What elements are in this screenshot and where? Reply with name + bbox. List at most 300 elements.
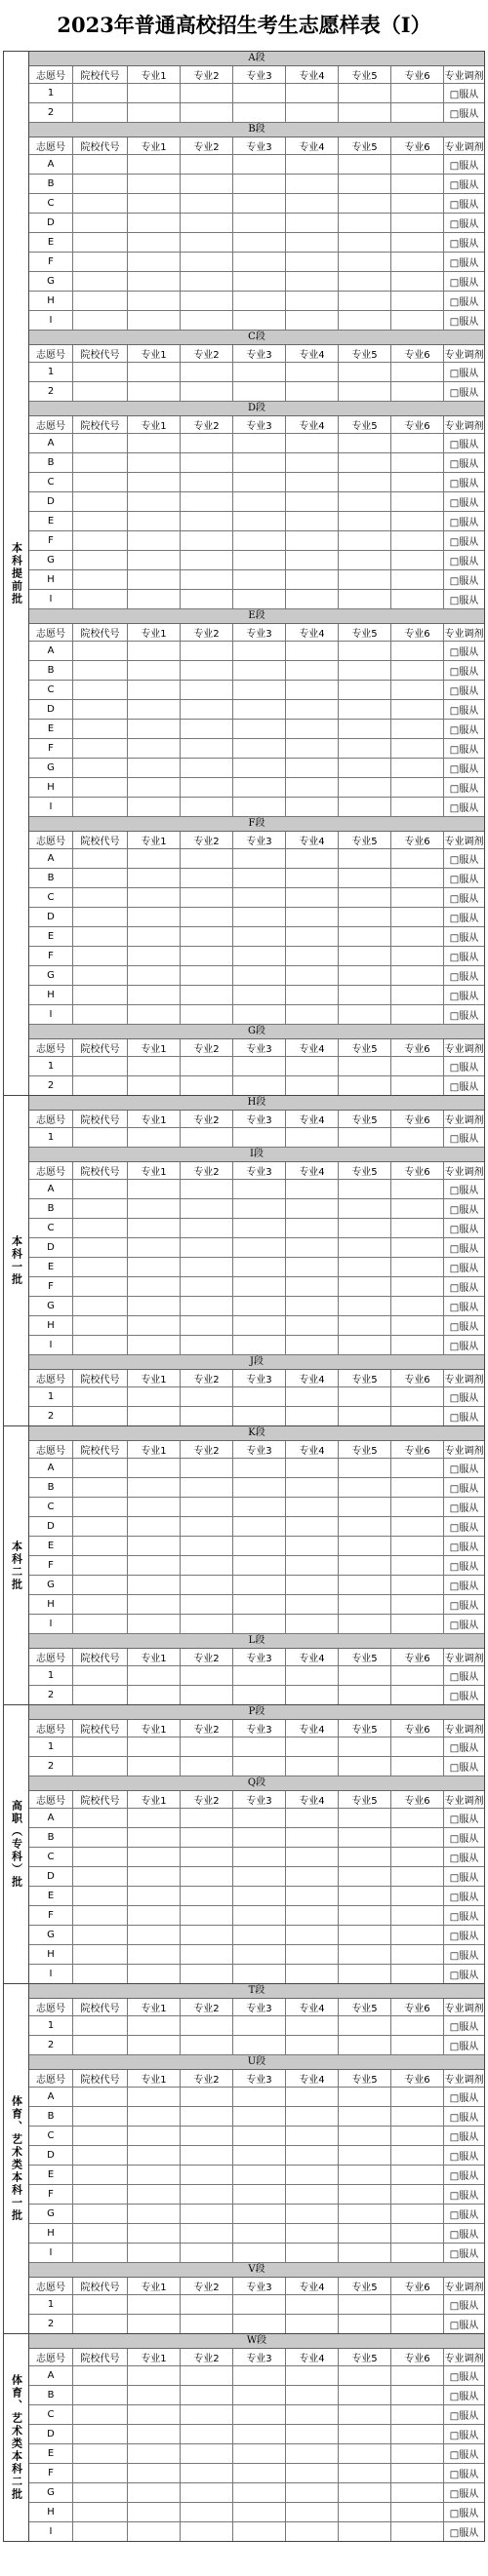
major-cell[interactable] <box>339 1199 391 1218</box>
major-cell[interactable] <box>181 798 233 816</box>
school-code-cell[interactable] <box>73 1076 128 1095</box>
major-cell[interactable] <box>233 194 286 213</box>
school-code-cell[interactable] <box>73 2127 128 2145</box>
major-cell[interactable] <box>233 2146 286 2165</box>
adjust-obey-checkbox[interactable]: □服从 <box>449 2470 479 2480</box>
major-cell[interactable] <box>391 2366 444 2385</box>
major-cell[interactable] <box>286 1595 339 1614</box>
major-cell[interactable] <box>181 382 233 401</box>
school-code-cell[interactable] <box>73 1219 128 1237</box>
major-cell[interactable] <box>233 570 286 589</box>
major-cell[interactable] <box>233 1238 286 1257</box>
major-cell[interactable] <box>391 84 444 102</box>
major-cell[interactable] <box>286 292 339 310</box>
adjust-obey-checkbox[interactable]: □服从 <box>449 297 479 308</box>
adjust-obey-checkbox[interactable]: □服从 <box>449 1743 479 1754</box>
adjust-obey-checkbox[interactable]: □服从 <box>449 2022 479 2033</box>
school-code-cell[interactable] <box>73 661 128 680</box>
major-cell[interactable] <box>339 700 391 719</box>
major-cell[interactable] <box>286 849 339 868</box>
major-cell[interactable] <box>128 1686 181 1704</box>
major-cell[interactable] <box>339 1537 391 1555</box>
school-code-cell[interactable] <box>73 2315 128 2333</box>
major-cell[interactable] <box>286 986 339 1004</box>
major-cell[interactable] <box>391 194 444 213</box>
major-cell[interactable] <box>181 1407 233 1425</box>
adjust-obey-checkbox[interactable]: □服从 <box>449 875 479 885</box>
major-cell[interactable] <box>286 2295 339 2314</box>
major-cell[interactable] <box>181 849 233 868</box>
school-code-cell[interactable] <box>73 2146 128 2165</box>
major-cell[interactable] <box>339 1517 391 1536</box>
adjust-obey-checkbox[interactable]: □服从 <box>449 953 479 963</box>
school-code-cell[interactable] <box>73 1180 128 1198</box>
school-code-cell[interactable] <box>73 1666 128 1685</box>
major-cell[interactable] <box>233 1848 286 1866</box>
school-code-cell[interactable] <box>73 1537 128 1555</box>
major-cell[interactable] <box>339 1666 391 1685</box>
major-cell[interactable] <box>391 1537 444 1555</box>
major-cell[interactable] <box>391 1867 444 1886</box>
major-cell[interactable] <box>128 194 181 213</box>
adjust-obey-checkbox[interactable]: □服从 <box>449 803 479 814</box>
major-cell[interactable] <box>233 2464 286 2482</box>
major-cell[interactable] <box>233 642 286 660</box>
school-code-cell[interactable] <box>73 434 128 452</box>
major-cell[interactable] <box>233 1809 286 1827</box>
major-cell[interactable] <box>233 1076 286 1095</box>
major-cell[interactable] <box>181 1005 233 1024</box>
major-cell[interactable] <box>339 1595 391 1614</box>
major-cell[interactable] <box>128 512 181 530</box>
major-cell[interactable] <box>128 681 181 699</box>
adjust-obey-checkbox[interactable]: □服从 <box>449 1912 479 1923</box>
major-cell[interactable] <box>339 1498 391 1516</box>
school-code-cell[interactable] <box>73 214 128 232</box>
school-code-cell[interactable] <box>73 759 128 777</box>
major-cell[interactable] <box>128 849 181 868</box>
major-cell[interactable] <box>128 1556 181 1575</box>
major-cell[interactable] <box>339 1828 391 1847</box>
major-cell[interactable] <box>181 1517 233 1536</box>
major-cell[interactable] <box>286 739 339 758</box>
major-cell[interactable] <box>391 2205 444 2223</box>
adjust-obey-checkbox[interactable]: □服从 <box>449 479 479 489</box>
major-cell[interactable] <box>286 272 339 291</box>
major-cell[interactable] <box>128 590 181 608</box>
major-cell[interactable] <box>339 2107 391 2126</box>
school-code-cell[interactable] <box>73 1615 128 1633</box>
major-cell[interactable] <box>391 2016 444 2035</box>
major-cell[interactable] <box>128 2444 181 2463</box>
major-cell[interactable] <box>391 1076 444 1095</box>
major-cell[interactable] <box>181 233 233 252</box>
school-code-cell[interactable] <box>73 2185 128 2204</box>
major-cell[interactable] <box>286 492 339 511</box>
major-cell[interactable] <box>233 2522 286 2541</box>
major-cell[interactable] <box>286 363 339 381</box>
major-cell[interactable] <box>128 700 181 719</box>
major-cell[interactable] <box>233 1478 286 1497</box>
major-cell[interactable] <box>233 700 286 719</box>
school-code-cell[interactable] <box>73 551 128 569</box>
major-cell[interactable] <box>286 2166 339 2184</box>
major-cell[interactable] <box>339 492 391 511</box>
major-cell[interactable] <box>339 798 391 816</box>
school-code-cell[interactable] <box>73 155 128 174</box>
adjust-obey-checkbox[interactable]: □服从 <box>449 2093 479 2104</box>
major-cell[interactable] <box>128 2522 181 2541</box>
major-cell[interactable] <box>391 642 444 660</box>
major-cell[interactable] <box>391 1498 444 1516</box>
school-code-cell[interactable] <box>73 2107 128 2126</box>
major-cell[interactable] <box>181 2295 233 2314</box>
major-cell[interactable] <box>128 2185 181 2204</box>
adjust-obey-checkbox[interactable]: □服从 <box>449 1413 479 1424</box>
major-cell[interactable] <box>286 2522 339 2541</box>
major-cell[interactable] <box>181 700 233 719</box>
adjust-obey-checkbox[interactable]: □服从 <box>449 1503 479 1514</box>
adjust-obey-checkbox[interactable]: □服从 <box>449 388 479 399</box>
major-cell[interactable] <box>339 1005 391 1024</box>
major-cell[interactable] <box>391 2483 444 2502</box>
major-cell[interactable] <box>339 214 391 232</box>
major-cell[interactable] <box>128 1498 181 1516</box>
major-cell[interactable] <box>233 1576 286 1594</box>
major-cell[interactable] <box>181 1258 233 1276</box>
major-cell[interactable] <box>286 253 339 271</box>
major-cell[interactable] <box>128 1615 181 1633</box>
major-cell[interactable] <box>286 1258 339 1276</box>
school-code-cell[interactable] <box>73 311 128 330</box>
major-cell[interactable] <box>181 1459 233 1477</box>
major-cell[interactable] <box>128 1666 181 1685</box>
adjust-obey-checkbox[interactable]: □服从 <box>449 933 479 944</box>
major-cell[interactable] <box>233 1387 286 1406</box>
major-cell[interactable] <box>391 869 444 887</box>
major-cell[interactable] <box>286 2503 339 2521</box>
major-cell[interactable] <box>128 2295 181 2314</box>
adjust-obey-checkbox[interactable]: □服从 <box>449 2191 479 2202</box>
major-cell[interactable] <box>233 1258 286 1276</box>
school-code-cell[interactable] <box>73 2244 128 2262</box>
major-cell[interactable] <box>391 2036 444 2054</box>
major-cell[interactable] <box>391 551 444 569</box>
major-cell[interactable] <box>391 2244 444 2262</box>
major-cell[interactable] <box>391 103 444 122</box>
major-cell[interactable] <box>286 1666 339 1685</box>
adjust-obey-checkbox[interactable]: □服从 <box>449 557 479 567</box>
major-cell[interactable] <box>286 453 339 472</box>
major-cell[interactable] <box>339 2016 391 2035</box>
major-cell[interactable] <box>391 1277 444 1296</box>
major-cell[interactable] <box>286 888 339 907</box>
major-cell[interactable] <box>181 1809 233 1827</box>
major-cell[interactable] <box>286 2366 339 2385</box>
major-cell[interactable] <box>391 1316 444 1335</box>
major-cell[interactable] <box>128 253 181 271</box>
adjust-obey-checkbox[interactable]: □服从 <box>449 1562 479 1573</box>
school-code-cell[interactable] <box>73 642 128 660</box>
major-cell[interactable] <box>391 1926 444 1944</box>
major-cell[interactable] <box>128 869 181 887</box>
major-cell[interactable] <box>128 2016 181 2035</box>
major-cell[interactable] <box>339 759 391 777</box>
major-cell[interactable] <box>128 1926 181 1944</box>
major-cell[interactable] <box>339 434 391 452</box>
major-cell[interactable] <box>233 1757 286 1776</box>
major-cell[interactable] <box>286 1517 339 1536</box>
major-cell[interactable] <box>233 214 286 232</box>
major-cell[interactable] <box>391 253 444 271</box>
major-cell[interactable] <box>391 1517 444 1536</box>
major-cell[interactable] <box>286 1128 339 1147</box>
major-cell[interactable] <box>128 1076 181 1095</box>
major-cell[interactable] <box>181 2386 233 2404</box>
major-cell[interactable] <box>128 966 181 985</box>
school-code-cell[interactable] <box>73 570 128 589</box>
major-cell[interactable] <box>286 155 339 174</box>
adjust-obey-checkbox[interactable]: □服从 <box>449 1225 479 1235</box>
major-cell[interactable] <box>286 1926 339 1944</box>
school-code-cell[interactable] <box>73 2036 128 2054</box>
major-cell[interactable] <box>286 531 339 550</box>
school-code-cell[interactable] <box>73 1848 128 1866</box>
major-cell[interactable] <box>181 292 233 310</box>
major-cell[interactable] <box>391 492 444 511</box>
major-cell[interactable] <box>339 1556 391 1575</box>
major-cell[interactable] <box>339 2127 391 2145</box>
major-cell[interactable] <box>391 1737 444 1756</box>
major-cell[interactable] <box>128 1277 181 1296</box>
major-cell[interactable] <box>286 1238 339 1257</box>
school-code-cell[interactable] <box>73 1867 128 1886</box>
major-cell[interactable] <box>391 1556 444 1575</box>
major-cell[interactable] <box>233 986 286 1004</box>
school-code-cell[interactable] <box>73 1336 128 1354</box>
major-cell[interactable] <box>233 84 286 102</box>
major-cell[interactable] <box>339 272 391 291</box>
major-cell[interactable] <box>339 2386 391 2404</box>
major-cell[interactable] <box>128 272 181 291</box>
major-cell[interactable] <box>391 2146 444 2165</box>
major-cell[interactable] <box>128 2205 181 2223</box>
major-cell[interactable] <box>233 888 286 907</box>
major-cell[interactable] <box>286 1887 339 1905</box>
major-cell[interactable] <box>286 2224 339 2243</box>
adjust-obey-checkbox[interactable]: □服从 <box>449 2249 479 2260</box>
major-cell[interactable] <box>286 1867 339 1886</box>
school-code-cell[interactable] <box>73 1965 128 1983</box>
school-code-cell[interactable] <box>73 1238 128 1257</box>
major-cell[interactable] <box>286 1478 339 1497</box>
major-cell[interactable] <box>286 1180 339 1198</box>
major-cell[interactable] <box>286 84 339 102</box>
major-cell[interactable] <box>233 2185 286 2204</box>
major-cell[interactable] <box>339 1277 391 1296</box>
major-cell[interactable] <box>339 2224 391 2243</box>
school-code-cell[interactable] <box>73 175 128 193</box>
school-code-cell[interactable] <box>73 2088 128 2106</box>
major-cell[interactable] <box>233 2405 286 2424</box>
major-cell[interactable] <box>128 1316 181 1335</box>
major-cell[interactable] <box>391 1407 444 1425</box>
school-code-cell[interactable] <box>73 2444 128 2463</box>
major-cell[interactable] <box>181 1576 233 1594</box>
major-cell[interactable] <box>233 1297 286 1315</box>
major-cell[interactable] <box>233 966 286 985</box>
major-cell[interactable] <box>286 103 339 122</box>
major-cell[interactable] <box>233 2224 286 2243</box>
school-code-cell[interactable] <box>73 700 128 719</box>
major-cell[interactable] <box>391 2444 444 2463</box>
adjust-obey-checkbox[interactable]: □服从 <box>449 1464 479 1475</box>
major-cell[interactable] <box>339 1076 391 1095</box>
major-cell[interactable] <box>233 311 286 330</box>
major-cell[interactable] <box>339 570 391 589</box>
major-cell[interactable] <box>339 2205 391 2223</box>
major-cell[interactable] <box>181 194 233 213</box>
major-cell[interactable] <box>181 2425 233 2443</box>
major-cell[interactable] <box>128 1057 181 1075</box>
school-code-cell[interactable] <box>73 382 128 401</box>
adjust-obey-checkbox[interactable]: □服从 <box>449 2171 479 2182</box>
major-cell[interactable] <box>128 1128 181 1147</box>
major-cell[interactable] <box>181 1316 233 1335</box>
adjust-obey-checkbox[interactable]: □服从 <box>449 1620 479 1631</box>
major-cell[interactable] <box>233 272 286 291</box>
major-cell[interactable] <box>391 2315 444 2333</box>
major-cell[interactable] <box>286 1686 339 1704</box>
major-cell[interactable] <box>286 908 339 926</box>
school-code-cell[interactable] <box>73 272 128 291</box>
school-code-cell[interactable] <box>73 253 128 271</box>
major-cell[interactable] <box>339 233 391 252</box>
major-cell[interactable] <box>181 1867 233 1886</box>
major-cell[interactable] <box>181 570 233 589</box>
major-cell[interactable] <box>339 2295 391 2314</box>
major-cell[interactable] <box>181 869 233 887</box>
major-cell[interactable] <box>286 947 339 965</box>
major-cell[interactable] <box>339 590 391 608</box>
major-cell[interactable] <box>181 778 233 797</box>
major-cell[interactable] <box>391 1757 444 1776</box>
major-cell[interactable] <box>391 1459 444 1477</box>
major-cell[interactable] <box>233 492 286 511</box>
major-cell[interactable] <box>233 1926 286 1944</box>
major-cell[interactable] <box>128 1809 181 1827</box>
major-cell[interactable] <box>339 1906 391 1925</box>
adjust-obey-checkbox[interactable]: □服从 <box>449 1815 479 1825</box>
major-cell[interactable] <box>181 492 233 511</box>
adjust-obey-checkbox[interactable]: □服从 <box>449 1523 479 1534</box>
major-cell[interactable] <box>339 103 391 122</box>
major-cell[interactable] <box>181 155 233 174</box>
major-cell[interactable] <box>233 908 286 926</box>
school-code-cell[interactable] <box>73 1556 128 1575</box>
major-cell[interactable] <box>181 1595 233 1614</box>
adjust-obey-checkbox[interactable]: □服从 <box>449 1542 479 1553</box>
major-cell[interactable] <box>233 849 286 868</box>
major-cell[interactable] <box>286 551 339 569</box>
major-cell[interactable] <box>339 1926 391 1944</box>
major-cell[interactable] <box>391 453 444 472</box>
major-cell[interactable] <box>391 661 444 680</box>
major-cell[interactable] <box>339 908 391 926</box>
school-code-cell[interactable] <box>73 849 128 868</box>
major-cell[interactable] <box>339 175 391 193</box>
major-cell[interactable] <box>181 1737 233 1756</box>
major-cell[interactable] <box>339 1965 391 1983</box>
major-cell[interactable] <box>286 590 339 608</box>
major-cell[interactable] <box>286 434 339 452</box>
major-cell[interactable] <box>339 1057 391 1075</box>
major-cell[interactable] <box>286 1848 339 1866</box>
major-cell[interactable] <box>391 888 444 907</box>
adjust-obey-checkbox[interactable]: □服从 <box>449 258 479 269</box>
major-cell[interactable] <box>391 2464 444 2482</box>
adjust-obey-checkbox[interactable]: □服从 <box>449 2509 479 2519</box>
adjust-obey-checkbox[interactable]: □服从 <box>449 219 479 230</box>
major-cell[interactable] <box>128 1576 181 1594</box>
major-cell[interactable] <box>286 681 339 699</box>
major-cell[interactable] <box>286 512 339 530</box>
major-cell[interactable] <box>339 194 391 213</box>
school-code-cell[interactable] <box>73 1517 128 1536</box>
major-cell[interactable] <box>391 570 444 589</box>
major-cell[interactable] <box>233 1965 286 1983</box>
major-cell[interactable] <box>128 1297 181 1315</box>
major-cell[interactable] <box>391 1297 444 1315</box>
major-cell[interactable] <box>128 2127 181 2145</box>
major-cell[interactable] <box>391 155 444 174</box>
major-cell[interactable] <box>181 1277 233 1296</box>
major-cell[interactable] <box>233 1199 286 1218</box>
major-cell[interactable] <box>286 1906 339 1925</box>
major-cell[interactable] <box>286 2036 339 2054</box>
major-cell[interactable] <box>286 2386 339 2404</box>
major-cell[interactable] <box>181 253 233 271</box>
school-code-cell[interactable] <box>73 1498 128 1516</box>
major-cell[interactable] <box>391 2127 444 2145</box>
adjust-obey-checkbox[interactable]: □服从 <box>449 2210 479 2221</box>
major-cell[interactable] <box>391 759 444 777</box>
major-cell[interactable] <box>286 1945 339 1964</box>
major-cell[interactable] <box>391 1848 444 1866</box>
major-cell[interactable] <box>128 1737 181 1756</box>
major-cell[interactable] <box>233 1867 286 1886</box>
major-cell[interactable] <box>391 2088 444 2106</box>
major-cell[interactable] <box>233 253 286 271</box>
major-cell[interactable] <box>233 1336 286 1354</box>
adjust-obey-checkbox[interactable]: □服从 <box>449 1873 479 1884</box>
major-cell[interactable] <box>128 1478 181 1497</box>
major-cell[interactable] <box>128 2088 181 2106</box>
major-cell[interactable] <box>391 1057 444 1075</box>
major-cell[interactable] <box>128 1887 181 1905</box>
major-cell[interactable] <box>391 2224 444 2243</box>
major-cell[interactable] <box>286 1057 339 1075</box>
adjust-obey-checkbox[interactable]: □服从 <box>449 1854 479 1864</box>
major-cell[interactable] <box>339 1180 391 1198</box>
major-cell[interactable] <box>391 1906 444 1925</box>
major-cell[interactable] <box>339 739 391 758</box>
major-cell[interactable] <box>339 453 391 472</box>
major-cell[interactable] <box>286 473 339 491</box>
major-cell[interactable] <box>233 2088 286 2106</box>
major-cell[interactable] <box>233 2036 286 2054</box>
major-cell[interactable] <box>128 1848 181 1866</box>
